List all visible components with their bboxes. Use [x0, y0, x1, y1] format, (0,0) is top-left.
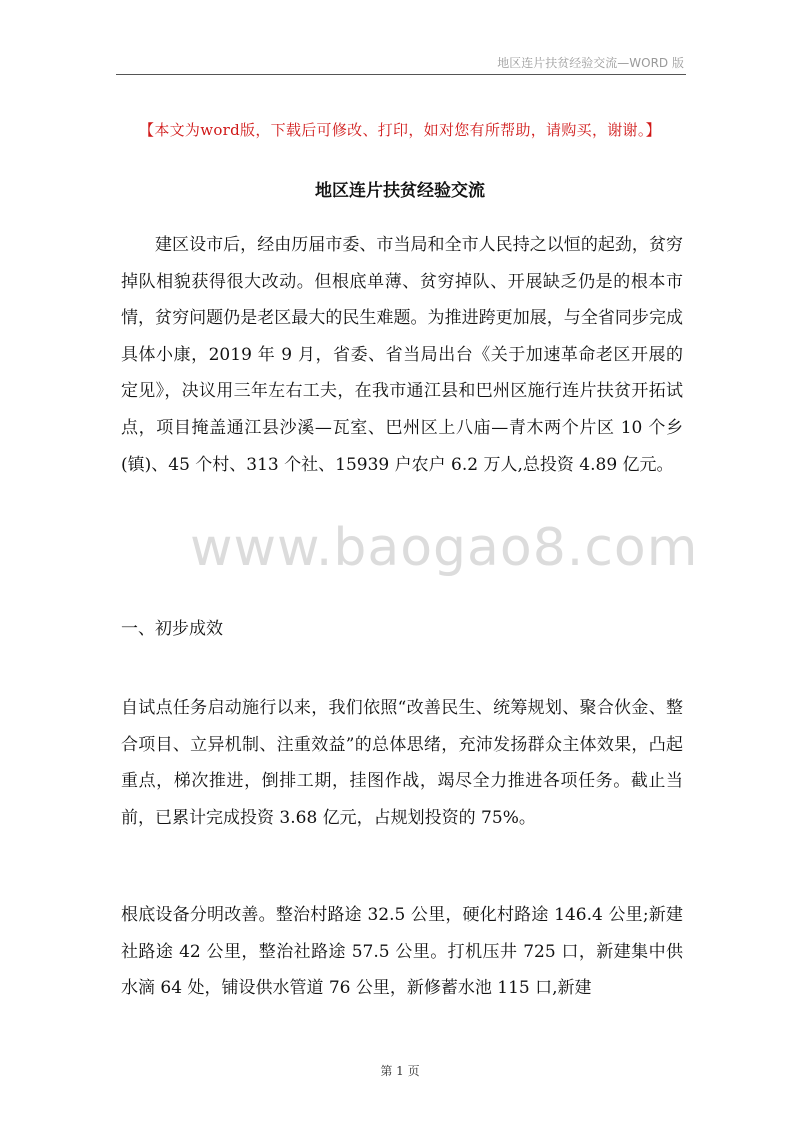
header-divider — [116, 74, 686, 75]
purchase-notice: 【本文为word版，下载后可修改、打印，如对您有所帮助，请购买，谢谢。】 — [139, 121, 661, 139]
results-paragraph: 自试点任务启动施行以来，我们依照“改善民生、统筹规划、聚合伙金、整合项目、立异机制、注重效益”的总体思绪，充沛发扬群众主体效果，凸起重点，梯次推进，倒排工期，挂图作战，竭尽全力推进各项任务。截止当前，已累计完成投资 3.68 亿元，占规划投资的 75%。 — [121, 698, 683, 828]
watermark: www.baogao8.com — [190, 518, 699, 578]
intro-paragraph: 建区设市后，经由历届市委、市当局和全市人民持之以恒的起劲，贫穷掉队相貌获得很大改动。但根底单薄、贫穷掉队、开展缺乏仍是的根本市情，贫穷问题仍是老区最大的民生难题。为推进跨更加展，与全省同步完成具体小康，2019 年 9 月，省委、省当局出台《关于加速革命老区开展的定见》，决议用三年左右工夫，在我市通江县和巴州区施行连片扶贫开拓试点，项目掩盖通江县沙溪—瓦室、巴州区上八庙—青木两个片区 10 个乡(镇)、45 个村、313 个社、15939 户农户 6.2 万人,总投资 4.89 亿元。 — [121, 235, 683, 475]
running-header: 地区连片扶贫经验交流—WORD 版 — [497, 56, 684, 70]
section-heading: 一、初步成效 — [121, 619, 223, 639]
infrastructure-paragraph: 根底设备分明改善。整治村路途 32.5 公里，硬化村路途 146.4 公里;新建社路途 42 公里，整治社路途 57.5 公里。打机压井 725 口，新建集中供水滴 64 处，铺设供水管道 76 公里，新修蓄水池 115 口,新建 — [121, 905, 683, 999]
document-title: 地区连片扶贫经验交流 — [315, 181, 485, 201]
page-number: 第 1 页 — [380, 1064, 420, 1078]
